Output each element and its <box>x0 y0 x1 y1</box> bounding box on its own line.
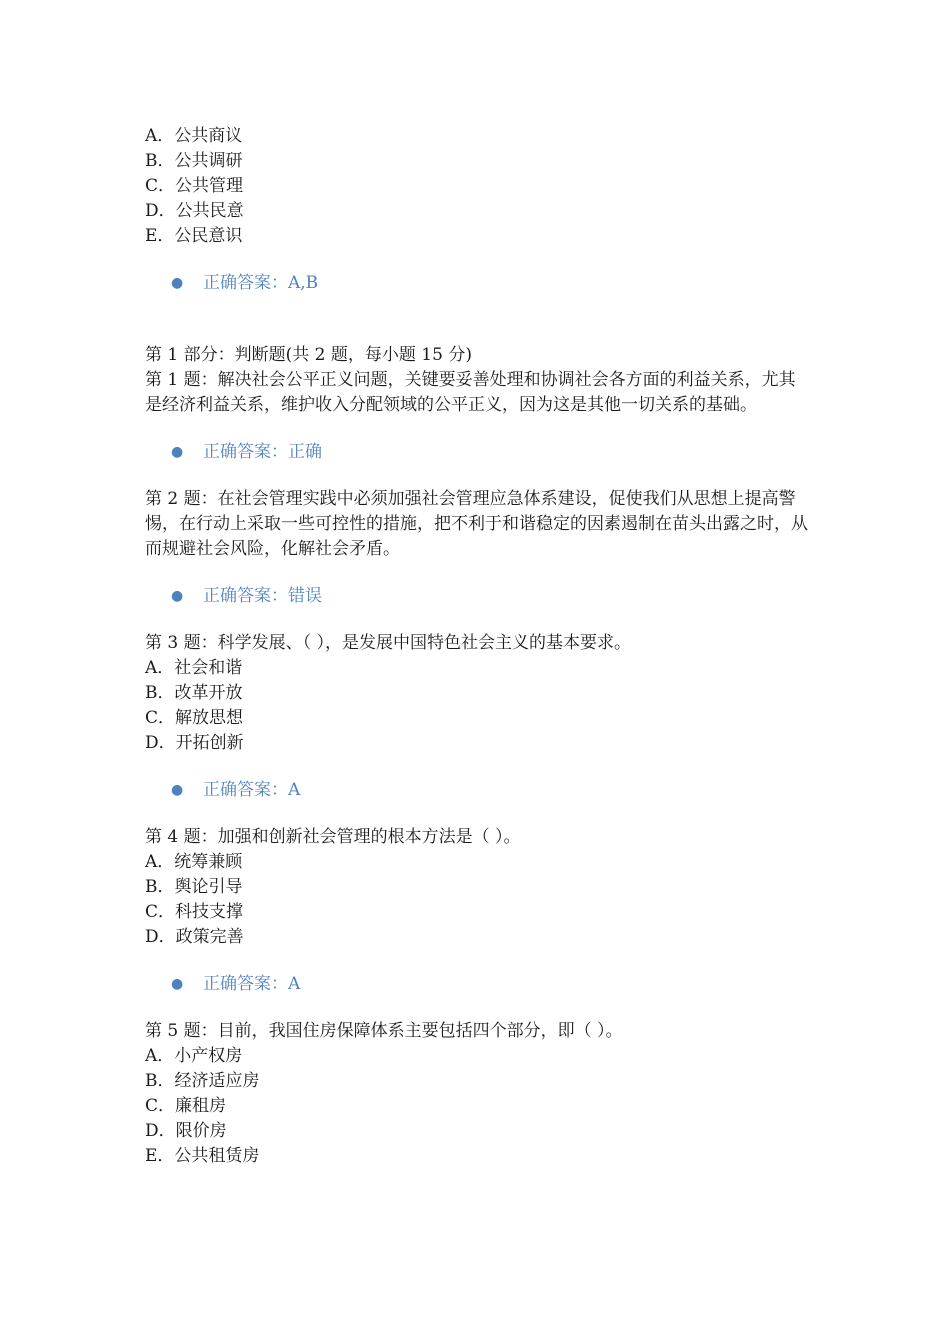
question-text: 第 4 题：加强和创新社会管理的根本方法是（ ）。 <box>145 827 521 847</box>
bullet-icon: ● <box>171 976 184 992</box>
option: B．公共调研 <box>145 151 243 171</box>
option: E．公民意识 <box>145 226 243 246</box>
option: A．社会和谐 <box>145 658 243 678</box>
option: C．解放思想 <box>145 708 244 728</box>
answer-value: A,B <box>288 273 319 293</box>
option: B．改革开放 <box>145 683 243 703</box>
option: A．小产权房 <box>145 1046 243 1066</box>
document-page <box>145 124 810 1169</box>
bullet-icon: ● <box>171 444 184 460</box>
correct-answer <box>145 271 810 296</box>
correct-answer <box>145 584 810 609</box>
option: B．经济适应房 <box>145 1071 260 1091</box>
question-text: 第 1 题：解决社会公平正义问题，关键要妥善处理和协调社会各方面的利益关系，尤其是经济利益关系，维护收入分配领域的公平正义，因为这是其他一切关系的基础。 <box>145 370 796 415</box>
correct-answer <box>145 972 810 997</box>
option: A．公共商议 <box>145 126 243 146</box>
answer-value: A <box>288 780 301 800</box>
correct-answer <box>145 440 810 465</box>
option: E．公共租赁房 <box>145 1146 260 1166</box>
bullet-icon: ● <box>171 588 184 604</box>
option: D．公共民意 <box>145 201 244 221</box>
question-text: 第 2 题：在社会管理实践中必须加强社会管理应急体系建设，促使我们从思想上提高警惕，在行动上采取一些可控性的措施，把不利于和谐稳定的因素遏制在苗头出露之时，从而规避社会风险，化解社会矛盾。 <box>145 489 808 559</box>
option: A．统筹兼顾 <box>145 852 243 872</box>
option: D．限价房 <box>145 1121 227 1141</box>
correct-answer <box>145 778 810 803</box>
option: D．开拓创新 <box>145 733 244 753</box>
bullet-icon: ● <box>171 782 184 798</box>
answer-label: 正确答案： <box>203 780 288 800</box>
answer-value: A <box>288 974 301 994</box>
top-options <box>145 124 810 249</box>
answer-value: 错误 <box>288 586 322 606</box>
answer-label: 正确答案： <box>203 586 288 606</box>
option: C．科技支撑 <box>145 902 244 922</box>
option: D．政策完善 <box>145 927 244 947</box>
answer-label: 正确答案： <box>203 974 288 994</box>
section-heading: 第 1 部分：判断题(共 2 题，每小题 15 分) <box>145 345 472 365</box>
question-text: 第 5 题：目前，我国住房保障体系主要包括四个部分，即（ ）。 <box>145 1021 623 1041</box>
bullet-icon: ● <box>171 275 184 291</box>
question-text: 第 3 题：科学发展、（ ），是发展中国特色社会主义的基本要求。 <box>145 633 632 653</box>
option: C．公共管理 <box>145 176 244 196</box>
answer-label: 正确答案： <box>203 442 288 462</box>
option: B．舆论引导 <box>145 877 243 897</box>
option: C．廉租房 <box>145 1096 227 1116</box>
answer-value: 正确 <box>288 442 322 462</box>
answer-label: 正确答案： <box>203 273 288 293</box>
